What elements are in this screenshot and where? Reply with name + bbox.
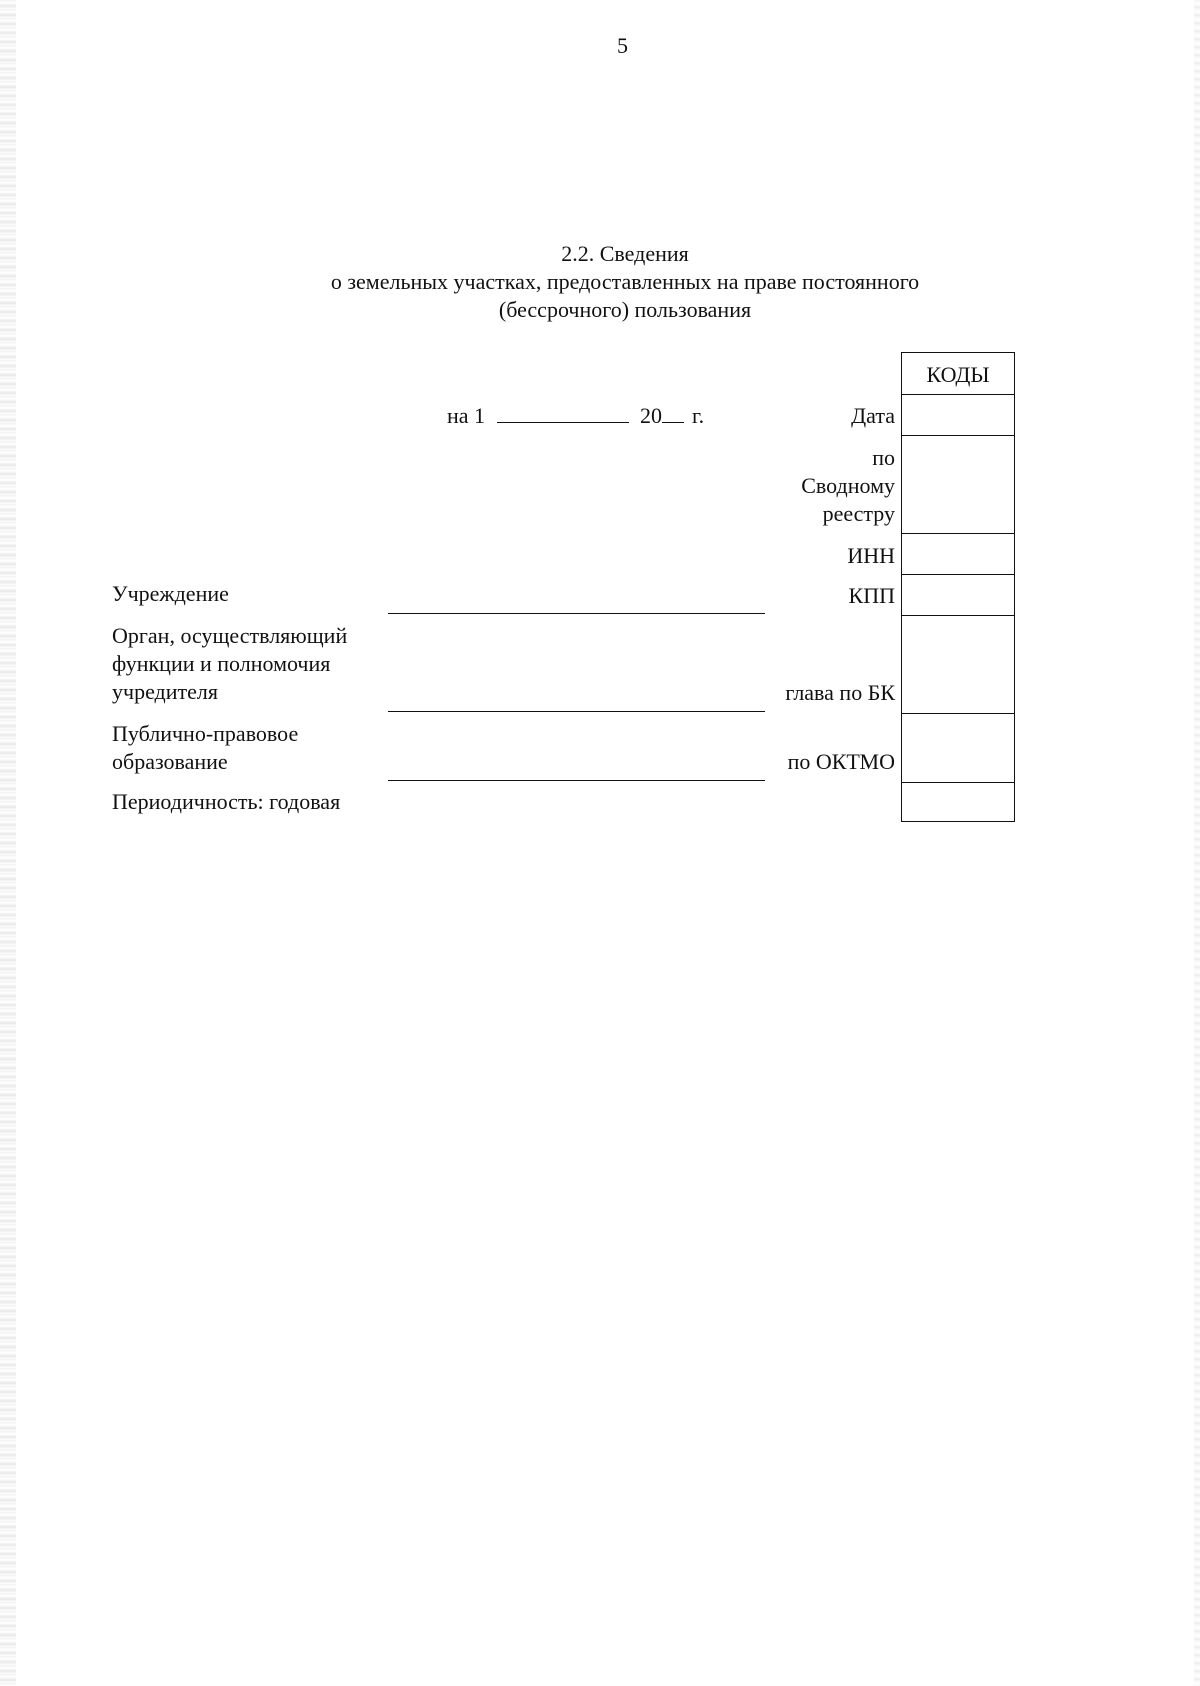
founder-body-label-line-2: функции и полномочия — [112, 651, 331, 676]
date-day-month-blank[interactable] — [497, 421, 629, 423]
codes-divider — [902, 435, 1014, 436]
codes-divider — [902, 782, 1014, 783]
institution-input-line[interactable] — [388, 613, 765, 614]
founder-body-input-line[interactable] — [388, 711, 765, 712]
page-number: 5 — [617, 33, 628, 58]
date-prefix: на 1 — [447, 403, 486, 428]
code-label-kpp: КПП — [848, 583, 895, 608]
code-cell-date[interactable] — [902, 396, 1014, 434]
code-label-register-line-3: реестру — [822, 501, 895, 526]
public-entity-input-line[interactable] — [388, 780, 765, 781]
date-year-blank[interactable] — [662, 421, 684, 423]
codes-divider — [902, 713, 1014, 714]
date-suffix: г. — [692, 403, 705, 428]
code-cell-kpp[interactable] — [902, 576, 1014, 614]
scan-edge-right — [1194, 0, 1200, 1686]
code-label-oktmo: по ОКТМО — [787, 749, 895, 774]
scan-edge-left — [0, 0, 16, 1686]
code-label-date: Дата — [851, 403, 895, 428]
codes-header: КОДЫ — [926, 362, 990, 387]
codes-divider — [902, 394, 1014, 395]
code-cell-oktmo[interactable] — [902, 715, 1014, 781]
institution-label: Учреждение — [112, 581, 229, 606]
form-subtitle-line-1: о земельных участках, предоставленных на праве постоянного — [330, 269, 920, 294]
public-entity-label-line-1: Публично-правовое — [112, 721, 299, 746]
codes-divider — [902, 574, 1014, 575]
public-entity-label-line-2: образование — [112, 749, 228, 774]
form-title: 2.2. Сведения — [561, 241, 689, 266]
form-subtitle-line-2: (бессрочного) пользования — [498, 297, 752, 322]
founder-body-label-line-3: учредителя — [112, 679, 218, 704]
code-cell-consolidated-register[interactable] — [902, 437, 1014, 533]
codes-table — [901, 352, 1015, 822]
date-year-prefix: 20 — [640, 403, 663, 428]
code-label-register-line-2: Сводному — [801, 473, 895, 498]
report-date-line — [447, 402, 704, 430]
founder-body-label-line-1: Орган, осуществляющий — [112, 623, 348, 648]
code-cell-bk-chapter[interactable] — [902, 617, 1014, 713]
code-cell-periodicity[interactable] — [902, 784, 1014, 820]
codes-divider — [902, 533, 1014, 534]
codes-divider — [902, 615, 1014, 616]
code-label-bk-chapter: глава по БК — [785, 680, 895, 705]
code-label-inn: ИНН — [847, 543, 895, 568]
code-label-register-line-1: по — [872, 445, 895, 470]
code-cell-inn[interactable] — [902, 535, 1014, 573]
periodicity-label: Периодичность: годовая — [112, 789, 341, 814]
